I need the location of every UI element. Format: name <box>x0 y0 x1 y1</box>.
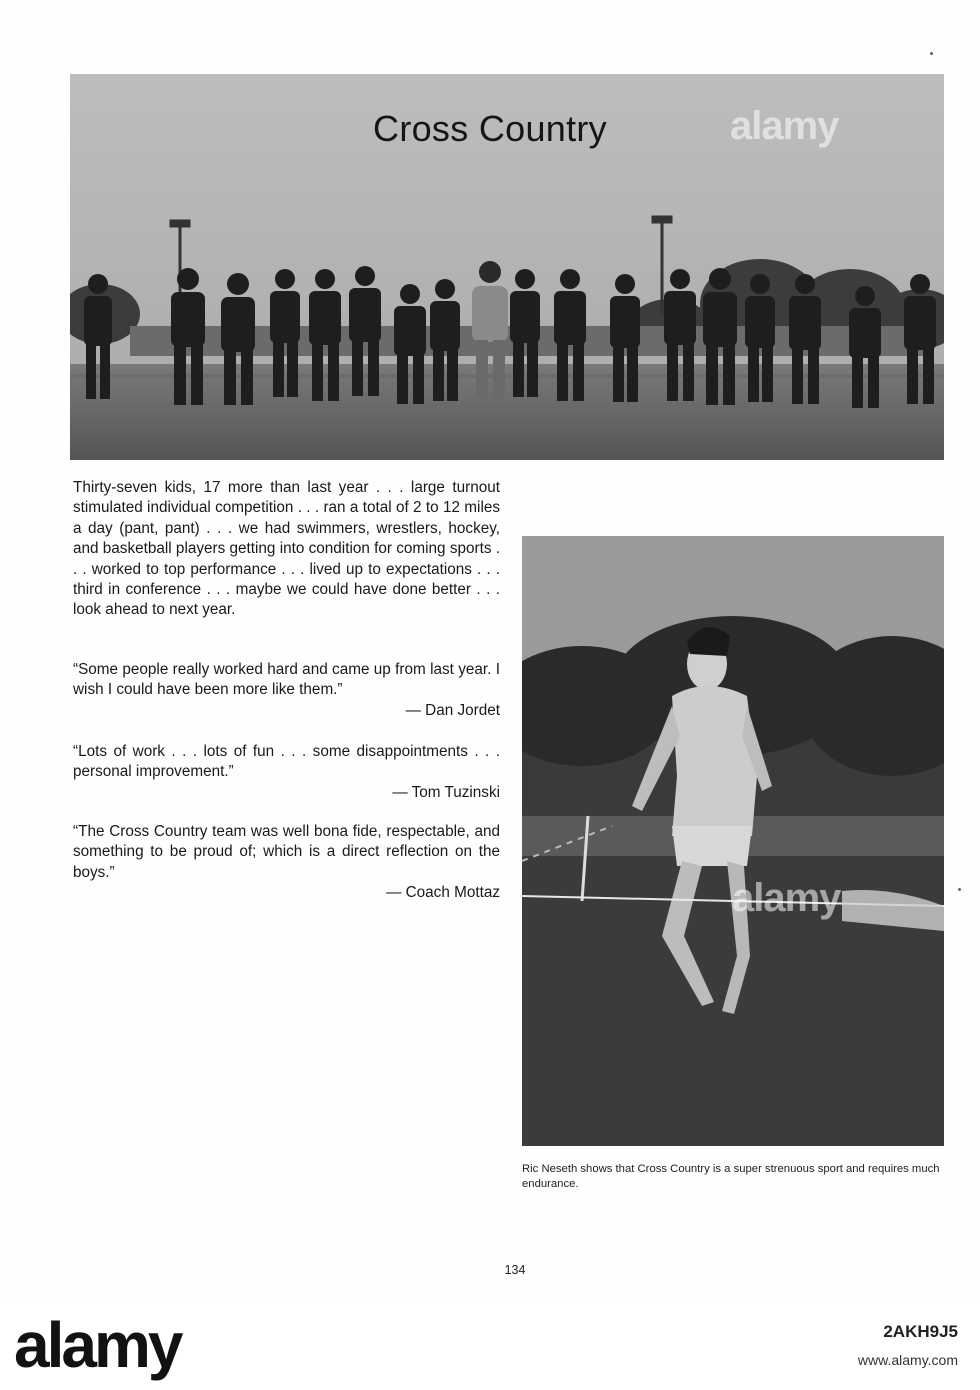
quote-author: — Dan Jordet <box>405 701 500 719</box>
quote-text: “The Cross Country team was well bona fide, respectable, and something to be proud of; which is a direct reflection on the boys.” <box>73 823 500 881</box>
quote-author: — Coach Mottaz <box>386 884 500 902</box>
intro-paragraph: Thirty-seven kids, 17 more than last year . . . large turnout stimulated individual competition . . . ran a total of 2 to 12 miles a day (pant, pant) . . . we had swimmers, wrestlers, hockey, and basketball players getting into condition for coming sports . . . worked to top performance . . . lived up to expectations . . . third in conference . . . maybe we could have done better . . . look ahead to next year. <box>73 479 500 619</box>
watermark-top: alamy <box>730 104 839 148</box>
page-title: Cross Country <box>373 108 607 149</box>
quote-text: “Lots of work . . . lots of fun . . . some disappointments . . . personal improvement.” <box>73 743 500 781</box>
quote-coach-mottaz <box>73 822 500 904</box>
quote-tom-tuzinski <box>73 742 500 803</box>
speck <box>930 52 933 55</box>
photo-caption: Ric Neseth shows that Cross Country is a super strenuous sport and requires much endurance. <box>522 1163 940 1190</box>
page-number: 134 <box>504 1263 526 1277</box>
runner-photo <box>522 536 944 1146</box>
watermark-side: alamy <box>732 876 841 920</box>
image-id: 2AKH9J5 <box>883 1322 958 1341</box>
alamy-logo: alamy <box>14 1309 181 1381</box>
quote-dan-jordet <box>73 660 500 721</box>
quote-author: — Tom Tuzinski <box>392 783 500 801</box>
speck <box>958 888 961 891</box>
footer-url: www.alamy.com <box>857 1352 958 1368</box>
quote-text: “Some people really worked hard and came up from last year. I wish I could have been more like them.” <box>73 661 500 699</box>
